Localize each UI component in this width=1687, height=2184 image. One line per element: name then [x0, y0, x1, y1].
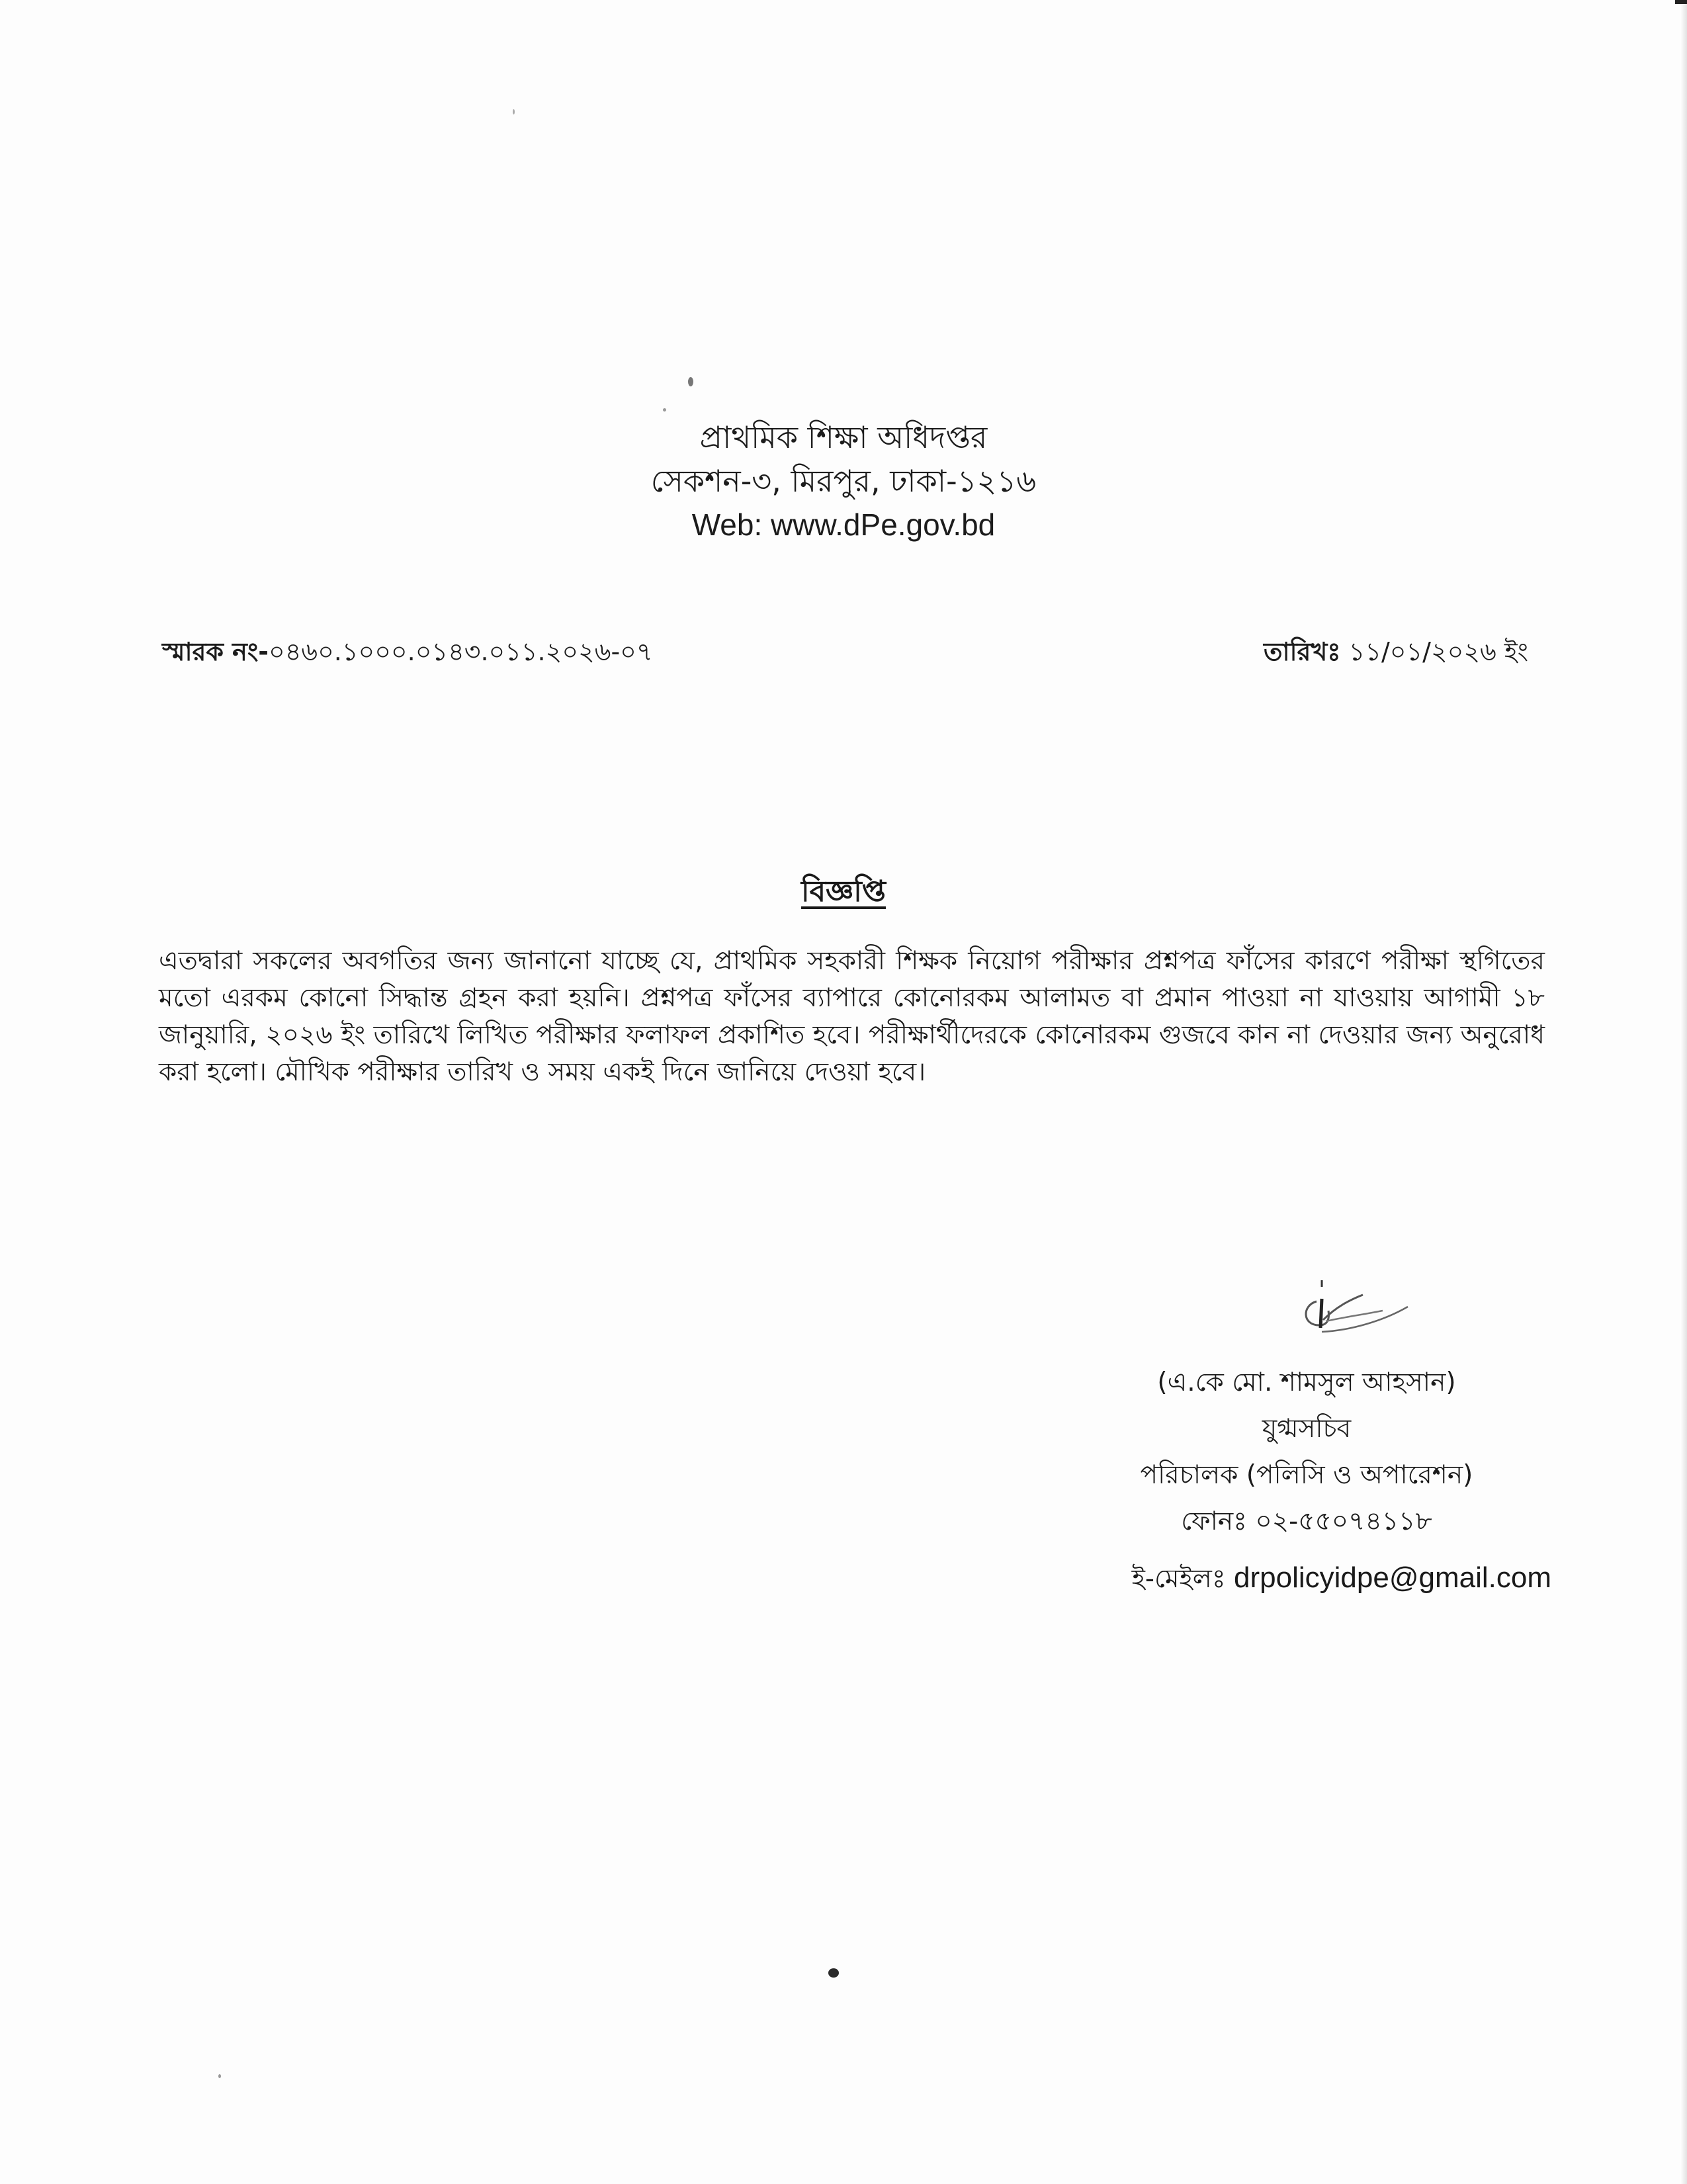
- organization-website: Web: www.dPe.gov.bd: [691, 507, 996, 542]
- signatory-name: (এ.কে মো. শামসুল আহসান): [1157, 1368, 1456, 1397]
- notice-paragraph: এতদ্বারা সকলের অবগতির জন্য জানানো যাচ্ছে যে, প্রাথমিক সহকারী শিক্ষক নিয়োগ পরীক্ষার প্রশ্নপত্র ফাঁসের কারণে পরীক্ষা স্থগিতের মতো এরকম কোনো সিদ্ধান্ত গ্রহন করা হয়নি। প্রশ্নপত্র ফাঁসের ব্যাপারে কোনোরকম আলামত বা প্রমান পাওয়া না যাওয়ায় আগামী ১৮ জানুয়ারি, ২০২৬ ইং তারিখে লিখিত পরীক্ষার ফলাফল প্রকাশিত হবে। পরীক্ষার্থীদেরকে কোনোরকম গুজবে কান না দেওয়ার জন্য অনুরোধ করা হলো। মৌখিক পরীক্ষার তারিখ ও সময় একই দিনে জানিয়ে দেওয়া হবে।: [159, 946, 1545, 1087]
- email-label: ই-মেইলঃ: [1131, 1564, 1226, 1594]
- scan-edge-mark: [1675, 0, 1687, 4]
- signatory-email: [1132, 1558, 1551, 1599]
- scan-speck: [218, 2074, 221, 2078]
- handwritten-signature-icon: [1290, 1274, 1422, 1346]
- scan-edge-shadow: [1680, 0, 1687, 2184]
- signatory-designation: যুগ্মসচিব: [1262, 1414, 1352, 1444]
- memo-number: ০৪৬০.১০০০.০১৪৩.০১১.২০২৬-০৭: [269, 637, 653, 666]
- date-label: তারিখঃ: [1264, 637, 1341, 666]
- signatory-phone: [1032, 1499, 1581, 1545]
- notice-title: [0, 872, 1687, 912]
- memo-label: স্মারক নং-: [162, 637, 269, 666]
- organization-name: প্রাথমিক শিক্ষা অধিদপ্তর: [699, 419, 988, 455]
- signatory-position: পরিচালক (পলিসি ও অপারেশন): [1140, 1460, 1473, 1490]
- scan-speck: [663, 408, 666, 412]
- organization-address: সেকশন-৩, মিরপুর, ঢাকা-১২১৬: [650, 463, 1037, 499]
- phone-label: ফোনঃ: [1181, 1507, 1247, 1536]
- notice-title-text: বিজ্ঞপ্তি: [801, 875, 886, 908]
- notice-date: [1264, 635, 1528, 668]
- scan-speck: [688, 377, 693, 386]
- email-address[interactable]: drpolicyidpe@gmail.com: [1234, 1561, 1551, 1594]
- letterhead: [0, 415, 1687, 546]
- scan-speck: [828, 1968, 839, 1978]
- notice-body: [159, 943, 1545, 1091]
- scan-speck: [513, 109, 515, 114]
- signatory-block: [1032, 1360, 1581, 1545]
- memo-reference: [162, 635, 653, 668]
- phone-number: ০২-৫৫০৭৪১১৮: [1255, 1507, 1432, 1536]
- date-value: ১১/০১/২০২৬ ইং: [1348, 637, 1528, 666]
